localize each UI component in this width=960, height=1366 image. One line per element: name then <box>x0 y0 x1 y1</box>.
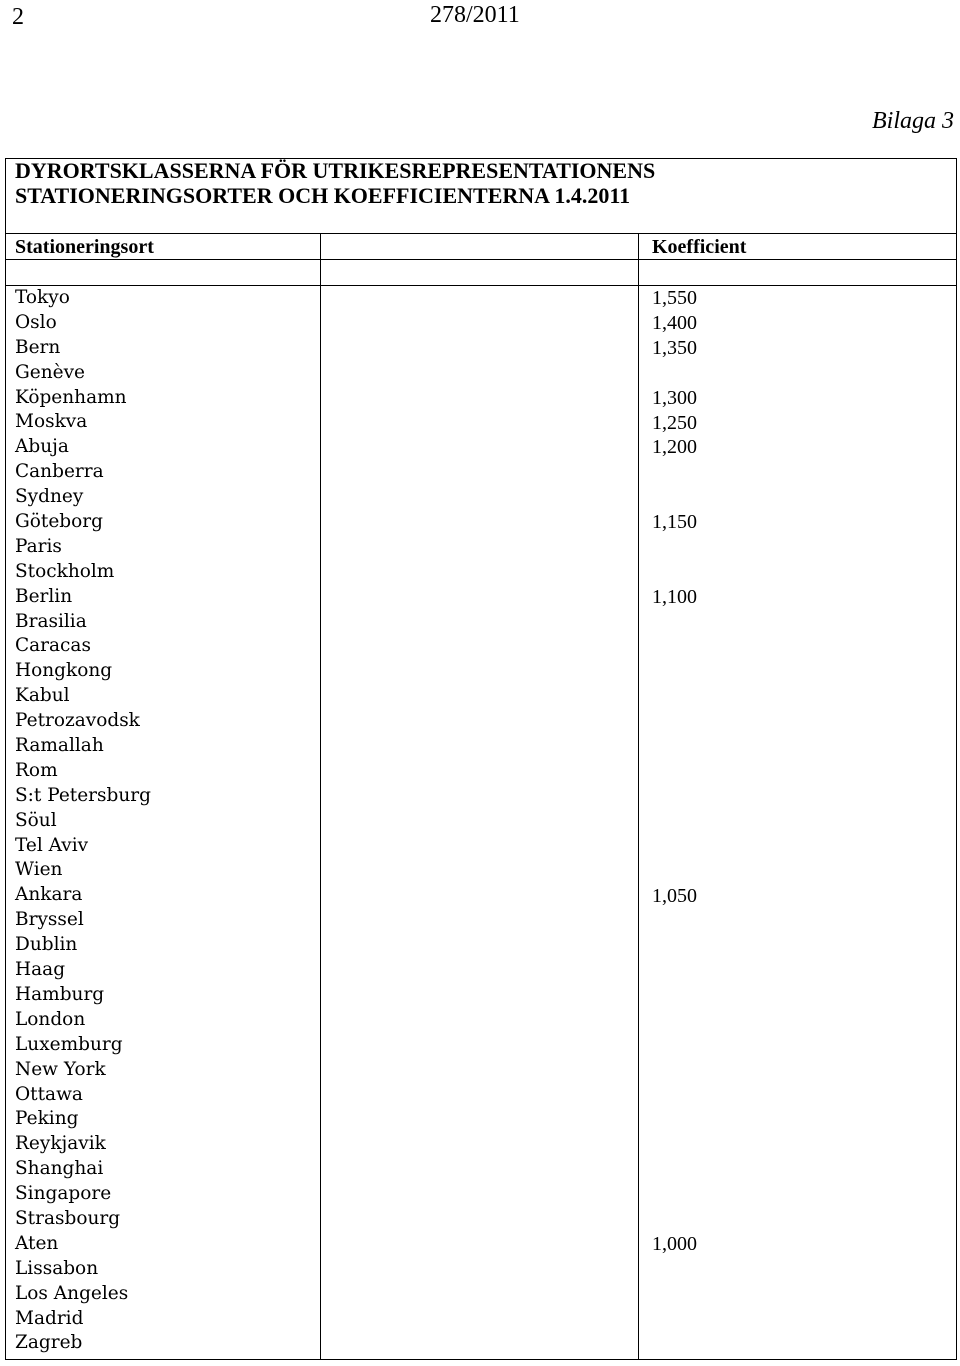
coefficient-value: 1,200 <box>652 436 697 459</box>
place-item: Ankara <box>15 884 83 906</box>
place-item: Söul <box>15 809 57 831</box>
place-item: Hongkong <box>15 660 113 682</box>
place-item: Luxemburg <box>15 1033 123 1055</box>
place-item: Berlin <box>15 585 73 607</box>
place-item: Rom <box>15 759 58 781</box>
place-item: New York <box>15 1058 106 1080</box>
place-item: Sydney <box>15 486 84 508</box>
document-number: 278/2011 <box>430 2 520 28</box>
place-item: Peking <box>15 1108 79 1130</box>
title-line-1: DYRORTSKLASSERNA FÖR UTRIKESREPRESENTATIONENS <box>15 158 656 183</box>
title-line-2: STATIONERINGSORTER OCH KOEFFICIENTERNA 1.4.2011 <box>15 183 631 208</box>
place-item: Göteborg <box>15 511 103 533</box>
place-item: Ramallah <box>15 735 104 757</box>
document-title <box>15 158 655 208</box>
coefficient-value: 1,400 <box>652 311 697 334</box>
place-item: Tel Aviv <box>15 834 89 856</box>
place-item: Stockholm <box>15 560 115 582</box>
place-item: Canberra <box>15 461 104 483</box>
place-item: Caracas <box>15 635 91 657</box>
coefficient-value: 1,250 <box>652 411 697 434</box>
place-item: Haag <box>15 959 66 981</box>
coefficient-value: 1,150 <box>652 511 697 534</box>
place-item: Bryssel <box>15 909 84 931</box>
coefficient-value: 1,100 <box>652 585 697 608</box>
place-item: Genève <box>15 361 85 383</box>
place-item: Abuja <box>15 436 69 458</box>
place-item: S:t Petersburg <box>15 784 151 806</box>
coefficient-value: 1,000 <box>652 1233 697 1256</box>
place-item: Zagreb <box>15 1332 83 1354</box>
place-item: Oslo <box>15 311 57 333</box>
column-header-coefficient: Koefficient <box>652 236 747 258</box>
page-number: 2 <box>12 4 24 30</box>
column-divider-right <box>638 233 639 1360</box>
place-item: Strasbourg <box>15 1207 121 1229</box>
place-item: London <box>15 1008 86 1030</box>
place-item: Brasilia <box>15 610 87 632</box>
place-item: Aten <box>15 1232 59 1254</box>
place-item: Singapore <box>15 1183 112 1205</box>
coefficient-value: 1,300 <box>652 386 697 409</box>
column-header-place: Stationeringsort <box>15 236 154 258</box>
place-item: Shanghai <box>15 1158 104 1180</box>
place-item: Kabul <box>15 685 70 707</box>
place-item: Tokyo <box>15 287 70 308</box>
coefficient-value: 1,550 <box>652 287 697 309</box>
place-item: Bern <box>15 336 61 358</box>
place-item: Lissabon <box>15 1257 99 1279</box>
column-divider-left <box>320 233 321 1360</box>
place-item: Dublin <box>15 934 78 956</box>
coefficient-value: 1,350 <box>652 336 697 359</box>
place-list <box>15 286 151 1356</box>
place-item: Wien <box>15 859 63 881</box>
place-item: Hamburg <box>15 983 105 1005</box>
coefficient-value: 1,050 <box>652 884 697 907</box>
place-item: Ottawa <box>15 1083 83 1105</box>
place-item: Moskva <box>15 411 88 433</box>
place-item: Köpenhamn <box>15 386 127 408</box>
place-item: Reykjavik <box>15 1133 106 1155</box>
place-item: Los Angeles <box>15 1282 129 1304</box>
divider-header <box>5 259 957 260</box>
place-item: Petrozavodsk <box>15 710 140 732</box>
appendix-label: Bilaga 3 <box>872 108 954 134</box>
place-item: Madrid <box>15 1307 84 1329</box>
place-item: Paris <box>15 535 62 557</box>
divider-title <box>5 233 957 234</box>
